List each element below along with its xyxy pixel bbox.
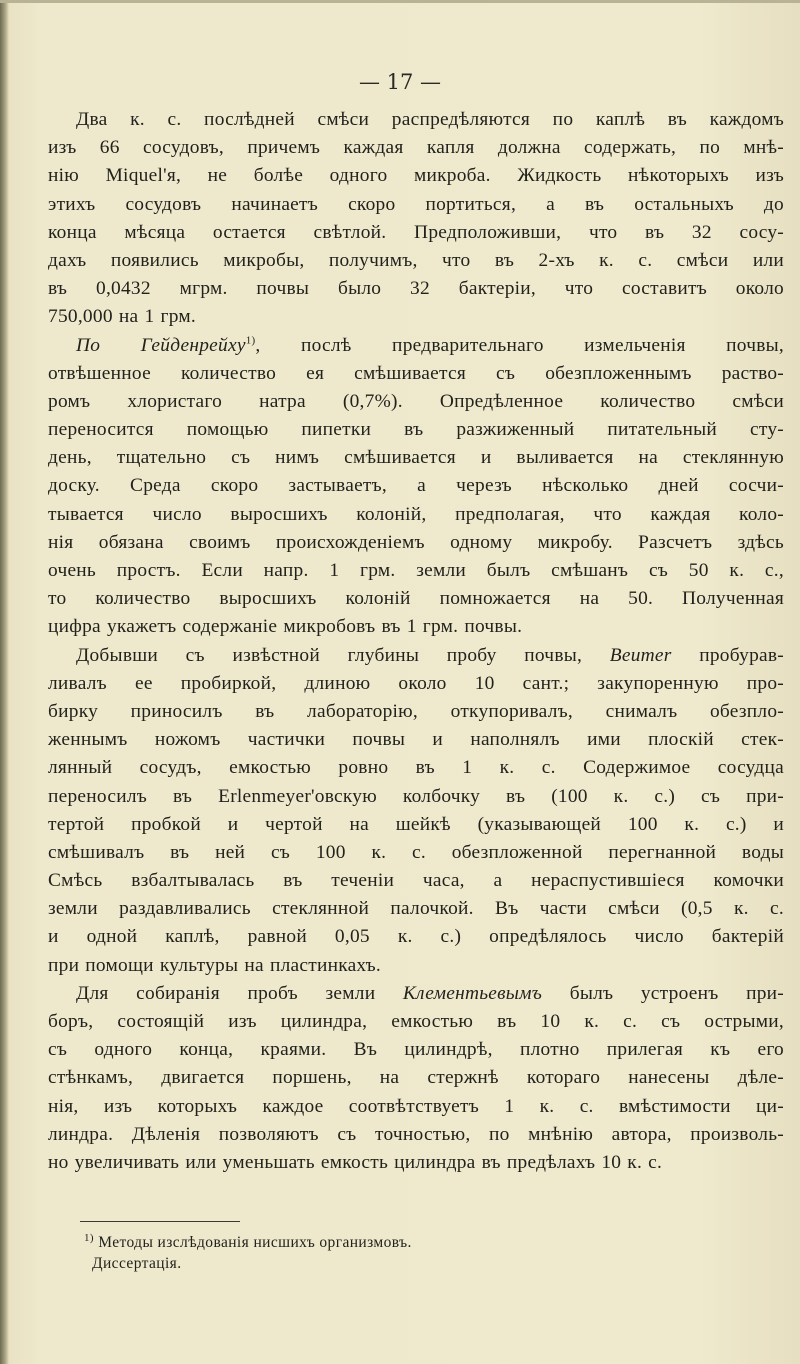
text-line-with-author: По Гейденрейху$^{1)}$, послѣ предварительнаго измельченія почвы, bbox=[76, 334, 784, 356]
text-line: ливалъ ее пробиркой, длиною около 10 сант.; закупоренную про- bbox=[48, 672, 784, 694]
text-line: цифра укажетъ содержаніе микробовъ въ 1 грм. почвы. bbox=[48, 616, 523, 638]
text-line: при помощи культуры на пластинкахъ. bbox=[48, 954, 382, 976]
text-line: земли раздавливались стеклянной палочкой. Въ части смѣси (0,5 к. с. bbox=[48, 898, 784, 920]
text-line-with-author bbox=[48, 642, 784, 670]
author-name: Клементьевымъ bbox=[402, 982, 543, 1004]
body-text bbox=[48, 106, 784, 1177]
text-line: стѣнкамъ, двигается поршень, на стержнѣ котораго нанесены дѣле- bbox=[48, 1067, 784, 1089]
text-line: въ 0,0432 мгрм. почвы было 32 бактеріи, что составитъ около bbox=[48, 278, 784, 300]
text-line: нія, изъ которыхъ каждое соотвѣтствуетъ 1 к. с. вмѣстимости ци- bbox=[48, 1095, 784, 1117]
footnote-divider bbox=[80, 1221, 240, 1222]
text-line: изъ 66 сосудовъ, причемъ каждая капля должна содержать, по мнѣ- bbox=[48, 137, 784, 159]
text-line: лянный сосудъ, емкостью ровно въ 1 к. с. Содержимое сосудца bbox=[48, 757, 784, 779]
text-line: этихъ сосудовъ начинаетъ скоро портиться, а въ остальныхъ до bbox=[48, 193, 784, 215]
binding-edge bbox=[0, 0, 9, 1364]
text-line: смѣшивалъ въ ней съ 100 к. с. обезпложенной перегнанной воды bbox=[48, 841, 784, 863]
text-fragment: пробурав- bbox=[699, 644, 784, 666]
text-line: доску. Среда скоро застываетъ, а черезъ нѣсколько дней сосчи- bbox=[48, 475, 784, 497]
text-line: тывается число выросшихъ колоній, предполагая, что каждая коло- bbox=[48, 503, 784, 525]
text-line-with-author bbox=[48, 980, 784, 1008]
text-fragment: Для собиранія пробъ земли bbox=[76, 982, 376, 1004]
text-line: боръ, состоящій изъ цилиндра, емкостью въ 10 к. с. съ острыми, bbox=[48, 1011, 784, 1032]
footnote-marker: 1) bbox=[84, 1231, 94, 1244]
footnote-line: Диссертація. bbox=[92, 1255, 182, 1272]
text-line: Смѣсь взбалтывалась въ теченіи часа, а нераспустившіеся комочки bbox=[48, 870, 784, 892]
text-fragment: послѣ предварительнаго измельченія почвы, bbox=[300, 334, 784, 356]
author-name: Beumer bbox=[609, 644, 672, 666]
page-number: — 17 — bbox=[358, 70, 442, 94]
text-line: конца мѣсяца остается свѣтлой. Предположивши, что въ 32 сосу- bbox=[48, 221, 784, 243]
text-line: переносится помощью пипетки въ разжиженный питательный сту- bbox=[48, 419, 784, 441]
text-line: 750,000 на 1 грм. bbox=[48, 306, 196, 328]
text-fragment: Добывши съ извѣстной глубины пробу почвы, bbox=[76, 644, 583, 666]
top-edge bbox=[0, 0, 800, 3]
text-fragment: былъ устроенъ при- bbox=[569, 982, 784, 1004]
text-line: нія обязана своимъ происхожденіемъ одному микробу. Разсчетъ здѣсь bbox=[48, 531, 784, 553]
text-line: съ одного конца, краями. Въ цилиндрѣ, плотно прилегая къ его bbox=[48, 1039, 784, 1061]
text-line: переносилъ въ Erlenmeyer'овскую колбочку въ (100 к. с.) съ при- bbox=[48, 785, 784, 807]
text-line: отвѣшенное количество ея смѣшивается съ обезпложеннымъ раство- bbox=[48, 362, 784, 384]
text-line: Два к. с. послѣдней смѣси распредѣляются по каплѣ въ каждомъ bbox=[76, 109, 784, 130]
text-line: и одной каплѣ, равной 0,05 к. с.) опредѣлялось число бактерій bbox=[48, 926, 784, 948]
footnote-line bbox=[84, 1232, 684, 1253]
text-line: линдра. Дѣленія позволяютъ съ точностью, по мнѣнію автора, произволь- bbox=[48, 1123, 784, 1145]
text-line: дахъ появились микробы, получимъ, что въ 2-хъ к. с. смѣси или bbox=[48, 249, 784, 271]
text-line: но увеличивать или уменьшать емкость цилиндра въ предѣлахъ 10 к. с. bbox=[48, 1151, 663, 1173]
text-line: бирку приносилъ въ лабораторію, откупоривалъ, снималъ обезпло- bbox=[48, 700, 784, 722]
text-line: тертой пробкой и чертой на шейкѣ (указывающей 100 к. с.) и bbox=[48, 813, 784, 835]
text-line: день, тщательно съ нимъ смѣшивается и выливается на стеклянную bbox=[48, 447, 784, 469]
text-line: женнымъ ножомъ частички почвы и наполнялъ ими плоскій стек- bbox=[48, 729, 784, 751]
text-line: то количество выросшихъ колоній помножается на 50. Полученная bbox=[48, 588, 784, 610]
text-line: очень простъ. Если напр. 1 грм. земли былъ смѣшанъ съ 50 к. с., bbox=[48, 560, 784, 581]
text-line: ромъ хлористаго натра (0,7%). Опредѣленное количество смѣси bbox=[48, 390, 784, 412]
footnote bbox=[84, 1232, 684, 1274]
footnote-text: Методы изслѣдованія нисшихъ организмовъ. bbox=[98, 1234, 412, 1251]
author-name: По Гейденрейху bbox=[76, 334, 246, 356]
footnote-marker: 1) bbox=[245, 334, 256, 347]
text-line: нію Міquel'я, не болѣе одного микроба. Жидкость нѣкоторыхъ изъ bbox=[48, 165, 784, 187]
